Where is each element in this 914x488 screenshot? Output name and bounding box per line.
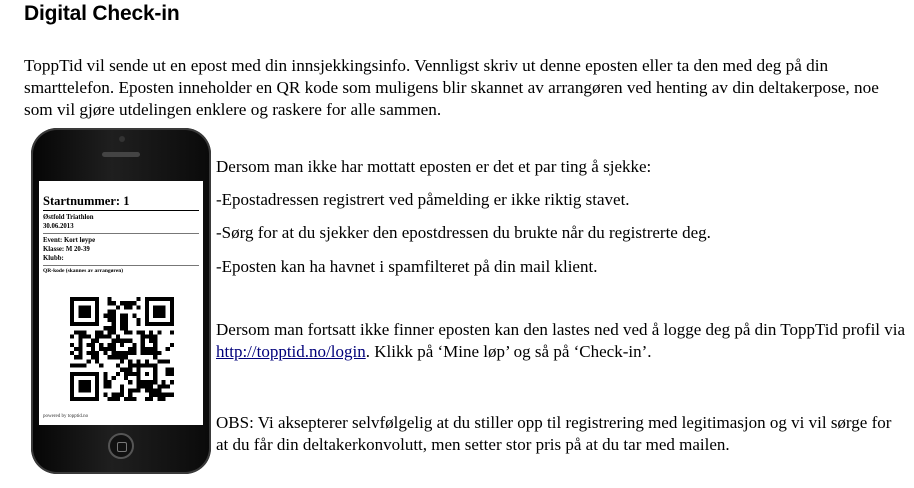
- earpiece-icon: [102, 152, 140, 157]
- event-date: 30.06.2013: [43, 223, 74, 230]
- check-item: -Epostadressen registrert ved påmelding er ikke riktig stavet.: [216, 190, 630, 209]
- page-title: Digital Check-in: [24, 2, 180, 25]
- phone-screen: [39, 181, 203, 425]
- powered-by: powered by topptid.no: [43, 414, 89, 419]
- download-paragraph: Dersom man fortsatt ikke finner eposten kan den lastes ned ved å logge deg på din ToppTid profil via http://topptid.no/login. Klikk på ‘Mine løp’ og så på ‘Check-in’.: [216, 320, 906, 361]
- check-item: -Sørg for at du sjekker den epostdressen du brukte når du registrerte deg.: [216, 223, 711, 242]
- qr-code-icon: [70, 297, 174, 401]
- obs-paragraph: OBS: Vi aksepterer selvfølgelig at du stiller opp til registrering med legitimasjon og vi vil sørge for at du får din deltakerkonvolutt, men setter stor pris på at du tar med mailen.: [216, 413, 892, 454]
- start-number: Startnummer: 1: [43, 194, 199, 211]
- intro-paragraph: ToppTid vil sende ut en epost med din innsjekkingsinfo. Vennligst skriv ut denne eposten eller ta den med deg på din smarttelefon. Eposten inneholder en QR kode som muligens blir skannet av arrangøren ved henting av din deltakerpose, noe som vil gjøre utdelingen enklere og raskere for alle sammen.: [24, 56, 879, 119]
- event-club: Klubb:: [43, 255, 64, 262]
- topptid-login-link[interactable]: http://topptid.no/login: [216, 342, 366, 361]
- event-class: Klasse: M 20-39: [43, 246, 90, 253]
- home-button-icon: [108, 433, 134, 459]
- camera-icon: [119, 136, 125, 142]
- divider: [43, 233, 199, 234]
- divider: [43, 265, 199, 266]
- check-lead: Dersom man ikke har mottatt eposten er det et par ting å sjekke:: [216, 157, 652, 176]
- event-type: Event: Kort løype: [43, 237, 96, 244]
- event-name: Østfold Triathlon: [43, 214, 94, 221]
- check-item: -Eposten kan ha havnet i spamfilteret på din mail klient.: [216, 257, 598, 276]
- qr-label: QR-kode (skannes av arrangøren): [43, 268, 124, 274]
- phone-illustration: [31, 128, 211, 474]
